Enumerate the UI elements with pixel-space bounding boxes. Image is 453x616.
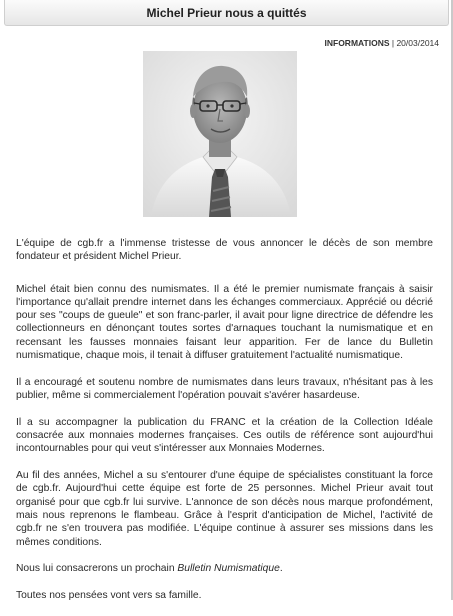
paragraph: Il a encouragé et soutenu nombre de numismates dans leurs travaux, n'hésitant pas à les publier, même si commercialement l'opération pouvait s'avérer hasardeuse.	[16, 376, 433, 402]
category-link[interactable]: INFORMATIONS	[324, 38, 390, 48]
portrait-photo	[143, 51, 297, 217]
bulletin-title: Bulletin Numismatique	[177, 563, 280, 575]
paragraph-bulletin	[16, 562, 433, 575]
closing-suffix: .	[279, 563, 283, 575]
paragraph: Il a su accompagner la publication du FRANC et la création de la Collection Idéale consacrée aux monnaies modernes françaises. Ces outils de référence sont aujourd'hui incontournables pour qui veut s'intéresser aux Monnaies Modernes.	[16, 416, 433, 455]
closing-prefix: Nous lui consacrerons un prochain	[16, 563, 178, 575]
paragraph: Au fil des années, Michel a su s'entourer d'une équipe de spécialistes constituant la force de cgb.fr. Aujourd'hui cette équipe est forte de 25 personnes. Michel Prieur avait tout organisé pour que cgb.fr lui survive. L'annonce de son décès nous marque profondément, mais nous reprenons le flambeau. Grâce à l'esprit d'anticipation de Michel, l'activité de cgb.fr ne s'en trouvera pas modifiée. L'équipe continue à assurer ses missions dans les mêmes conditions.	[16, 470, 433, 548]
article-meta	[325, 38, 440, 48]
paragraph: Michel était bien connu des numismates. Il a été le premier numismate français à saisir l'importance qu'allait prendre internet dans les échanges commerciaux. Apprécié ou décrié pour ses "coups de gueule" et son franc-parler, il avait pour ligne directrice de défendre les collectionneurs en dénonçant toutes sortes d'arnaques touchant la numismatique et en recensant les fausses monnaies faisant leur apparition. Fer de lance du Bulletin numismatique, chaque mois, il tenait à diffuser gratuitement l'actualité numismatique.	[16, 283, 433, 362]
meta-separator: |	[389, 38, 397, 48]
paragraph: L'équipe de cgb.fr a l'immense tristesse de vous annoncer le décès de son membre fondateur et président Michel Prieur.	[16, 238, 433, 263]
paragraph-final: Toutes nos pensées vont vers sa famille.	[16, 589, 202, 601]
article-title: Michel Prieur nous a quittés	[146, 5, 307, 20]
article-body	[16, 237, 433, 616]
article-header-bar	[4, 0, 449, 26]
publish-date: 20/03/2014	[396, 38, 439, 48]
